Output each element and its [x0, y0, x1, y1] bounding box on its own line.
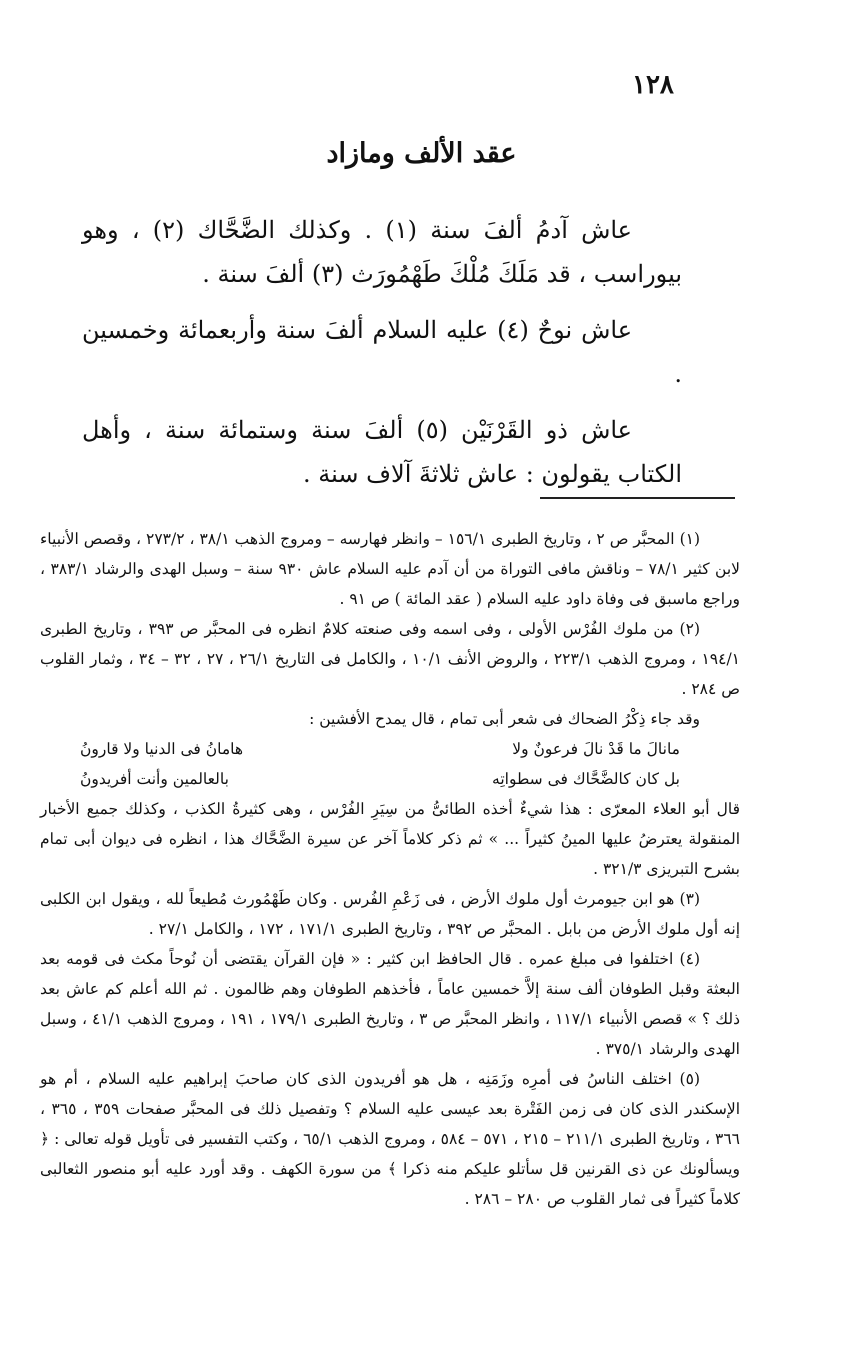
- poem-verse-1: [40, 734, 740, 764]
- paragraph-noah: عاش نوحٌ (٤) عليه السلام ألفَ سنة وأربعمائة وخمسين .: [82, 316, 682, 388]
- footnote-2-commentary: قال أبو العلاء المعرّى : هذا شيءٌ أخذه الطائىُّ من سِيَرِ الفُرْس ، وهى كثيرةُ الكذب ، وكذلك جميع الأخبار المنقولة يعترضُ عليها المينُ كثيراً ... » ثم ذكر كلاماً آخر عن سيرة الضَّحَّاك هذا ، انظره فى ديوان أبى تمام بشرح التبريزى ٣٢١/٣ .: [40, 800, 740, 878]
- verse-2-first-hemistich: بل كان كالضَّحَّاك فى سطواتِه: [492, 770, 680, 788]
- verse-1-first-hemistich: مانالَ ما قَدْ نالَ فرعونٌ ولا: [512, 740, 680, 758]
- paragraph-dhul-qarnayn: عاش ذو القَرْنَيْن (٥) ألفَ سنة وستمائة سنة ، وأهل الكتاب يقولون : عاش ثلاثةَ آلاف سنة .: [82, 416, 682, 488]
- verse-1-second-hemistich: هامانُ فى الدنيا ولا قارونُ: [80, 740, 244, 758]
- paragraph-adam: عاش آدمُ ألفَ سنة (١) . وكذلك الضَّحَّاك (٢) ، وهو بيوراسب ، قد مَلَكَ مُلْكَ طَهْمُورَث (٣) ألفَ سنة .: [82, 216, 682, 288]
- section-title: عقد الألف ومازاد: [326, 138, 517, 169]
- footnote-4: (٤) اختلفوا فى مبلغ عمره . قال الحافظ ابن كثير : « فإن القرآن يقتضى أن نُوحاً مكث فى قومه بعد البعثة وقبل الطوفان ألف سنة إلاَّ خمسين عاماً ، فأخذهم الطوفان وهم ظالمون . ثم الله أعلم كم عاش بعد ذلك ؟ » قصص الأنبياء ١١٧/١ ، وانظر المحبَّر ص ٣ ، وتاريخ الطبرى ١٧٩/١ ، ١٩١ ، ومروج الذهب ٤١/١ ، وسبل الهدى والرشاد ٣٧٥/١ .: [40, 950, 740, 1058]
- main-text: [82, 208, 682, 508]
- footnote-2: (٢) من ملوك الفُرْس الأولى ، وفى اسمه وفى صنعته كلامٌ انظره فى المحبَّر ص ٣٩٣ ، وتاريخ الطبرى ١٩٤/١ ، ومروج الذهب ٢٢٣/١ ، والروض الأنف ١٠/١ ، والكامل فى التاريخ ٢٦/١ ، ٢٧ ، ٣٢ – ٣٤ ، وثمار القلوب ص ٢٨٤ .: [40, 620, 741, 698]
- footnote-1: (١) المحبَّر ص ٢ ، وتاريخ الطبرى ١٥٦/١ – وانظر فهارسه – ومروج الذهب ٣٨/١ ، ٢٧٣/٢ ، وقصص الأنبياء لابن كثير ٧٨/١ – وناقش مافى التوراة من أن آدم عليه السلام عاش ٩٣٠ سنة – وسبل الهدى والرشاد ٣٨٣/١ ، وراجع ماسبق فى وفاة داود عليه السلام ( عقد المائة ) ص ٩١ .: [40, 530, 740, 608]
- footnotes: [40, 524, 740, 1214]
- poem-verse-2: [40, 764, 740, 794]
- footnote-3: (٣) هو ابن جيومرث أول ملوك الأرض ، فى زَعْمِ الفُرس . وكان طَهْمُورث مُطيعاً لله ، ويقول ابن الكلبى إنه أول ملوك الأرض من بابل . المحبَّر ص ٣٩٢ ، وتاريخ الطبرى ١٧١/١ ، ١٧٢ ، والكامل ٢٧/١ .: [40, 890, 740, 938]
- footnote-2-continuation: وقد جاء ذِكْرُ الضحاك فى شعر أبى تمام ، قال يمدح الأفشين :: [309, 710, 700, 728]
- footnote-separator: [540, 497, 735, 499]
- footnote-5: (٥) اختلف الناسُ فى أمرِه وزَمَنِه ، هل هو أفريدون الذى كان صاحبَ إبراهيم عليه السلام ، أم هو الإسكندر الذى كان فى زمن الفَتْرة بعد عيسى عليه السلام ؟ وتفصيل ذلك فى المحبَّر صفحات ٣٥٩ ، ٣٦٥ ، ٣٦٦ ، وتاريخ الطبرى ٢١١/١ – ٢١٥ ، ٥٧١ – ٥٨٤ ، ومروج الذهب ٦٥/١ ، وكتب التفسير فى تأويل قوله تعالى : ﴿ ويسألونك عن ذى القرنين قل سأتلو عليكم منه ذكرا ﴾ من سورة الكهف . وقد أورد عليه أبو منصور الثعالبى كلاماً كثيراً فى ثمار القلوب ص ٢٨٠ – ٢٨٦ .: [40, 1070, 741, 1208]
- page-number: ١٢٨: [632, 70, 674, 100]
- verse-2-second-hemistich: بالعالمين وأنت أفريدونُ: [80, 770, 229, 788]
